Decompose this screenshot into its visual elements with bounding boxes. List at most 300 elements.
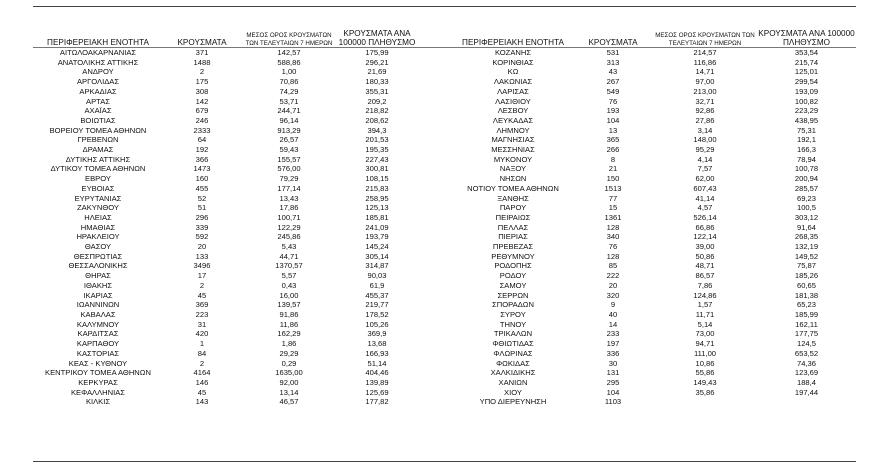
table-row: [33, 271, 417, 281]
avg7-cell: 48,71: [695, 261, 715, 271]
table-row: [453, 300, 856, 310]
avg7-cell: 44,71: [279, 251, 299, 261]
table-row: [33, 320, 417, 330]
per100k-cell: 177,82: [365, 397, 389, 407]
region-cell: ΑΝΑΤΟΛΙΚΗΣ ΑΤΤΙΚΗΣ: [57, 57, 139, 67]
avg7-cell: 0,43: [281, 280, 297, 290]
per100k-cell: 105,26: [365, 319, 389, 329]
per100k-cell: 145,24: [365, 242, 389, 252]
per100k-cell: 181,38: [794, 290, 819, 300]
cases-cell: 192: [195, 145, 209, 155]
cases-cell: 52: [197, 193, 207, 203]
region-cell: ΔΡΑΜΑΣ: [82, 145, 114, 155]
table-row: [33, 145, 417, 155]
cases-cell: 420: [195, 329, 209, 339]
avg7-cell: 26,57: [279, 135, 299, 145]
avg7-cell: 79,29: [279, 174, 299, 184]
region-cell: ΚΑΛΥΜΝΟΥ: [76, 319, 120, 329]
region-cell: ΠΕΛΛΑΣ: [497, 222, 529, 232]
avg7-cell: 213,00: [693, 86, 717, 96]
region-cell: ΚΙΛΚΙΣ: [85, 397, 111, 407]
per100k-cell: 185,81: [365, 212, 389, 222]
per100k-cell: 123,69: [794, 368, 819, 378]
table-row: [453, 397, 856, 407]
region-cell: ΚΑΒΑΛΑΣ: [80, 309, 116, 319]
avg7-cell: 27,86: [695, 115, 715, 125]
cases-cell: 1513: [604, 183, 622, 193]
avg7-cell: 70,86: [279, 77, 299, 87]
table-row: [453, 213, 856, 223]
region-cell: ΚΑΡΔΙΤΣΑΣ: [77, 329, 119, 339]
cases-cell: 20: [608, 280, 618, 290]
per100k-cell: 180,33: [365, 77, 389, 87]
cases-cell: 531: [606, 48, 620, 57]
per100k-cell: 305,14: [365, 251, 389, 261]
header-cases-right: ΚΡΟΥΣΜΑΤΑ: [588, 38, 638, 47]
per100k-cell: 178,52: [365, 309, 389, 319]
region-cell: ΘΗΡΑΣ: [85, 271, 111, 281]
per100k-cell: 125,69: [365, 387, 389, 397]
avg7-cell: 50,86: [695, 251, 715, 261]
per100k-cell: 218,82: [365, 106, 389, 116]
per100k-cell: 185,26: [794, 271, 819, 281]
cases-cell: 45: [197, 387, 207, 397]
avg7-cell: 11,86: [279, 319, 299, 329]
per100k-cell: 65,23: [796, 300, 816, 310]
region-cell: ΑΝΔΡΟΥ: [82, 67, 114, 77]
table-row: [453, 320, 856, 330]
table-row: [33, 203, 417, 213]
avg7-cell: 100,71: [277, 212, 301, 222]
header-cases-left: ΚΡΟΥΣΜΑΤΑ: [177, 38, 227, 47]
avg7-cell: 92,00: [279, 377, 299, 387]
cases-cell: 2: [199, 67, 205, 77]
header-region-right: ΠΕΡΙΦΕΡΕΙΑΚΗ ΕΝΟΤΗΤΑ: [462, 38, 564, 47]
cases-cell: 308: [195, 86, 209, 96]
region-cell: ΛΑΚΩΝΙΑΣ: [493, 77, 533, 87]
table-row: [33, 339, 417, 349]
cases-cell: 193: [606, 106, 620, 116]
cases-cell: 142: [195, 96, 209, 106]
region-cell: ΠΕΙΡΑΙΩΣ: [495, 212, 531, 222]
region-cell: ΥΠΟ ΔΙΕΡΕΥΝΗΣΗ: [479, 397, 547, 407]
cases-cell: 267: [606, 77, 620, 87]
avg7-cell: 588,86: [277, 57, 301, 67]
table-row: [453, 388, 856, 398]
per100k-cell: 285,57: [794, 183, 819, 193]
table-row: [453, 368, 856, 378]
per100k-cell: 74,36: [796, 358, 816, 368]
cases-cell: 455: [195, 183, 209, 193]
avg7-cell: 149,43: [693, 377, 717, 387]
avg7-cell: 32,71: [695, 96, 715, 106]
region-cell: ΒΟΙΩΤΙΑΣ: [80, 115, 116, 125]
cases-cell: 131: [606, 368, 620, 378]
cases-cell: 14: [608, 319, 618, 329]
header-per100k-left: ΚΡΟΥΣΜΑΤΑ ΑΝΑ 100000 ΠΛΗΘΥΣΜΟ: [338, 29, 416, 47]
table-row: [453, 58, 856, 68]
per100k-cell: 177,75: [794, 329, 819, 339]
avg7-cell: 244,71: [277, 106, 301, 116]
avg7-cell: 5,57: [281, 271, 297, 281]
table-row: [33, 291, 417, 301]
per100k-cell: 201,53: [365, 135, 389, 145]
per100k-cell: 369,9: [367, 329, 387, 339]
per100k-cell: 91,64: [796, 222, 816, 232]
cases-cell: 371: [195, 48, 209, 57]
avg7-cell: 94,71: [695, 339, 715, 349]
per100k-cell: 300,81: [365, 164, 389, 174]
avg7-cell: 10,86: [695, 358, 715, 368]
per100k-cell: 166,3: [796, 145, 816, 155]
per100k-cell: 193,79: [365, 232, 389, 242]
avg7-cell: 13,14: [279, 387, 299, 397]
table-row: [33, 194, 417, 204]
avg7-cell: 91,86: [279, 309, 299, 319]
avg7-cell: 97,00: [695, 77, 715, 87]
avg7-cell: 46,57: [279, 397, 299, 407]
per100k-cell: 353,54: [794, 48, 819, 57]
per100k-cell: 100,82: [794, 96, 819, 106]
cases-cell: 4164: [193, 368, 211, 378]
table-row: [453, 184, 856, 194]
table-row: [33, 213, 417, 223]
avg7-cell: 1370,57: [275, 261, 303, 271]
table-row: [453, 232, 856, 242]
avg7-cell: 74,29: [279, 86, 299, 96]
per100k-cell: 227,43: [365, 154, 389, 164]
region-cell: ΡΟΔΟΥ: [499, 271, 527, 281]
avg7-cell: 5,14: [697, 319, 713, 329]
region-cell: ΔΥΤΙΚΗΣ ΑΤΤΙΚΗΣ: [65, 154, 131, 164]
region-cell: ΛΕΥΚΑΔΑΣ: [492, 115, 534, 125]
per100k-cell: 303,12: [794, 212, 819, 222]
cases-cell: 369: [195, 300, 209, 310]
per100k-cell: 394,3: [367, 125, 387, 135]
region-cell: ΛΗΜΝΟΥ: [496, 125, 530, 135]
avg7-cell: 41,14: [695, 193, 715, 203]
region-cell: ΙΩΑΝΝΙΝΩΝ: [76, 300, 120, 310]
cases-cell: 76: [608, 96, 618, 106]
region-cell: ΚΑΣΤΟΡΙΑΣ: [76, 348, 120, 358]
table-row: [453, 48, 856, 58]
avg7-cell: 1,00: [281, 67, 297, 77]
region-cell: ΑΡΚΑΔΙΑΣ: [79, 86, 117, 96]
table-row: [33, 174, 417, 184]
region-cell: ΚΑΡΠΑΘΟΥ: [76, 339, 120, 349]
region-cell: ΗΛΕΙΑΣ: [84, 212, 112, 222]
region-cell: ΘΕΣΠΡΩΤΙΑΣ: [73, 251, 123, 261]
per100k-cell: 455,37: [365, 290, 389, 300]
table-row: [33, 184, 417, 194]
cases-cell: 296: [195, 212, 209, 222]
region-cell: ΑΙΤΩΛΟΑΚΑΡΝΑΝΙΑΣ: [59, 48, 137, 57]
region-cell: ΘΕΣΣΑΛΟΝΙΚΗΣ: [68, 261, 128, 271]
cases-cell: 76: [608, 242, 618, 252]
table-row: [453, 126, 856, 136]
cases-cell: 133: [195, 251, 209, 261]
region-cell: ΚΕΑΣ - ΚΥΘΝΟΥ: [68, 358, 128, 368]
region-cell: ΦΩΚΙΔΑΣ: [496, 358, 530, 368]
table-row: [453, 271, 856, 281]
table-row: [33, 368, 417, 378]
per100k-cell: 438,95: [794, 115, 819, 125]
cases-cell: 336: [606, 348, 620, 358]
avg7-cell: 73,00: [695, 329, 715, 339]
table-row: [453, 194, 856, 204]
header-region-left: ΠΕΡΙΦΕΡΕΙΑΚΗ ΕΝΟΤΗΤΑ: [47, 38, 149, 47]
cases-cell: 51: [197, 203, 207, 213]
avg7-cell: 7,57: [697, 164, 713, 174]
table-row: [33, 242, 417, 252]
region-cell: ΧΑΝΙΩΝ: [498, 377, 528, 387]
table-row: [453, 97, 856, 107]
avg7-cell: 96,14: [279, 115, 299, 125]
avg7-cell: 142,57: [277, 48, 301, 57]
table-row: [33, 397, 417, 407]
cases-cell: 1488: [193, 57, 211, 67]
region-cell: ΡΕΘΥΜΝΟΥ: [491, 251, 535, 261]
avg7-cell: 16,00: [279, 290, 299, 300]
table-row: [453, 359, 856, 369]
cases-cell: 223: [195, 309, 209, 319]
avg7-cell: 111,00: [693, 348, 717, 358]
table-row: [453, 378, 856, 388]
avg7-cell: 576,00: [277, 164, 301, 174]
table-row: [453, 87, 856, 97]
region-cell: ΡΟΔΟΠΗΣ: [494, 261, 532, 271]
region-cell: ΝΗΣΩΝ: [499, 174, 527, 184]
table-row: [453, 116, 856, 126]
avg7-cell: 1,57: [697, 300, 713, 310]
cases-cell: 84: [197, 348, 207, 358]
region-cell: ΑΧΑΪΑΣ: [84, 106, 112, 116]
avg7-cell: 124,86: [693, 290, 717, 300]
cases-cell: 1361: [604, 212, 622, 222]
cases-cell: 31: [197, 319, 207, 329]
avg7-cell: 29,29: [279, 348, 299, 358]
cases-cell: 3496: [193, 261, 211, 271]
avg7-cell: 155,57: [277, 154, 301, 164]
region-cell: ΤΡΙΚΑΛΩΝ: [493, 329, 533, 339]
per100k-cell: 404,46: [365, 368, 389, 378]
region-cell: ΚΕΝΤΡΙΚΟΥ ΤΟΜΕΑ ΑΘΗΝΩΝ: [45, 368, 151, 378]
avg7-cell: 526,14: [693, 212, 717, 222]
avg7-cell: 177,14: [277, 183, 301, 193]
cases-cell: 146: [195, 377, 209, 387]
avg7-cell: 55,86: [695, 368, 715, 378]
avg7-cell: 116,86: [693, 57, 717, 67]
cases-cell: 40: [608, 309, 618, 319]
avg7-cell: 59,43: [279, 145, 299, 155]
per100k-cell: 100,5: [796, 203, 816, 213]
cases-cell: 679: [195, 106, 209, 116]
table-row: [453, 145, 856, 155]
cases-cell: 20: [197, 242, 207, 252]
cases-cell: 150: [606, 174, 620, 184]
cases-cell: 592: [195, 232, 209, 242]
avg7-cell: 139,57: [277, 300, 301, 310]
table-row: [453, 77, 856, 87]
avg7-cell: 4,14: [697, 154, 713, 164]
per100k-cell: 193,09: [794, 86, 819, 96]
per100k-cell: 51,14: [367, 358, 387, 368]
table-row: [453, 164, 856, 174]
cases-cell: 233: [606, 329, 620, 339]
table-row: [453, 135, 856, 145]
table-row: [453, 203, 856, 213]
cases-cell: 21: [608, 164, 618, 174]
per100k-cell: 75,31: [796, 125, 816, 135]
table-row: [453, 174, 856, 184]
cases-cell: 266: [606, 145, 620, 155]
per100k-cell: 241,09: [365, 222, 389, 232]
region-cell: ΛΑΣΙΘΙΟΥ: [495, 96, 531, 106]
avg7-cell: 148,00: [693, 135, 717, 145]
cases-cell: 143: [195, 397, 209, 407]
avg7-cell: 3,14: [697, 125, 713, 135]
per100k-cell: 208,62: [365, 115, 389, 125]
per100k-cell: [757, 397, 856, 407]
per100k-cell: 125,13: [365, 203, 389, 213]
region-cell: ΓΡΕΒΕΝΩΝ: [77, 135, 119, 145]
per100k-cell: 653,52: [794, 348, 819, 358]
region-cell: ΜΥΚΟΝΟΥ: [493, 154, 533, 164]
region-cell: ΝΟΤΙΟΥ ΤΟΜΕΑ ΑΘΗΝΩΝ: [467, 183, 559, 193]
cases-cell: 1473: [193, 164, 211, 174]
table-row: [453, 291, 856, 301]
cases-cell: 104: [606, 387, 620, 397]
cases-cell: 313: [606, 57, 620, 67]
avg7-cell: 4,57: [697, 203, 713, 213]
table-row: [33, 349, 417, 359]
table-row: [453, 310, 856, 320]
region-cell: ΕΒΡΟΥ: [85, 174, 111, 184]
per100k-cell: 166,93: [365, 348, 389, 358]
left-data-table: [33, 48, 417, 407]
cases-cell: 1103: [604, 397, 622, 407]
table-row: [453, 252, 856, 262]
per100k-cell: 175,99: [365, 48, 389, 57]
region-cell: ΠΙΕΡΙΑΣ: [498, 232, 528, 242]
cases-cell: 197: [606, 339, 620, 349]
cases-cell: 295: [606, 377, 620, 387]
table-row: [453, 349, 856, 359]
cases-cell: 128: [606, 222, 620, 232]
per100k-cell: 197,44: [794, 387, 819, 397]
per100k-cell: 124,5: [796, 339, 816, 349]
region-cell: ΙΚΑΡΙΑΣ: [83, 290, 113, 300]
cases-cell: 85: [608, 261, 618, 271]
header-per100k-right: ΚΡΟΥΣΜΑΤΑ ΑΝΑ 100000 ΠΛΗΘΥΣΜΟ: [758, 29, 855, 47]
right-data-table: [453, 48, 856, 407]
region-cell: ΧΑΛΚΙΔΙΚΗΣ: [490, 368, 536, 378]
region-cell: ΣΠΟΡΑΔΩΝ: [492, 300, 534, 310]
avg7-cell: 66,86: [695, 222, 715, 232]
cases-cell: 366: [195, 154, 209, 164]
avg7-cell: 92,86: [695, 106, 715, 116]
table-row: [33, 48, 417, 58]
per100k-cell: 132,19: [794, 242, 819, 252]
avg7-cell: 62,00: [695, 174, 715, 184]
per100k-cell: 195,35: [365, 145, 389, 155]
region-cell: ΗΜΑΘΙΑΣ: [80, 222, 116, 232]
cases-cell: 549: [606, 86, 620, 96]
table-row: [453, 339, 856, 349]
region-cell: ΦΘΙΩΤΙΔΑΣ: [492, 339, 534, 349]
avg7-cell: 35,86: [695, 387, 715, 397]
per100k-cell: 200,94: [794, 174, 819, 184]
table-row: [453, 329, 856, 339]
table-row: [33, 67, 417, 77]
cases-cell: 8: [610, 154, 616, 164]
bottom-rule: [33, 461, 856, 462]
per100k-cell: 100,78: [794, 164, 819, 174]
cases-cell: 2: [199, 358, 205, 368]
avg7-cell: [653, 397, 757, 407]
header-avg7-right: ΜΕΣΟΣ ΟΡΟΣ ΚΡΟΥΣΜΑΤΩΝ ΤΩΝ ΤΕΛΕΥΤΑΙΩΝ 7 ΗΜΕΡΩΝ: [655, 32, 755, 47]
cases-cell: 128: [606, 251, 620, 261]
avg7-cell: 13,43: [279, 193, 299, 203]
cases-cell: 43: [608, 67, 618, 77]
avg7-cell: 5,43: [281, 242, 297, 252]
avg7-cell: 11,71: [695, 309, 715, 319]
per100k-cell: 185,99: [794, 309, 819, 319]
avg7-cell: 1,86: [281, 339, 297, 349]
avg7-cell: 607,43: [693, 183, 717, 193]
region-cell: ΚΟΖΑΝΗΣ: [494, 48, 532, 57]
cases-cell: 2: [199, 280, 205, 290]
region-cell: ΤΗΝΟΥ: [499, 319, 527, 329]
table-row: [33, 329, 417, 339]
region-cell: ΗΡΑΚΛΕΙΟΥ: [76, 232, 120, 242]
region-cell: ΠΑΡΟΥ: [499, 203, 527, 213]
region-cell: ΛΑΡΙΣΑΣ: [497, 86, 529, 96]
avg7-cell: 122,14: [693, 232, 717, 242]
table-row: [33, 232, 417, 242]
table-row: [33, 126, 417, 136]
per100k-cell: 78,94: [796, 154, 816, 164]
table-row: [33, 106, 417, 116]
table-row: [33, 223, 417, 233]
per100k-cell: 314,87: [365, 261, 389, 271]
cases-cell: 339: [195, 222, 209, 232]
avg7-cell: 1635,00: [275, 368, 303, 378]
region-cell: ΜΑΓΝΗΣΙΑΣ: [491, 135, 535, 145]
per100k-cell: 90,03: [367, 271, 387, 281]
cases-cell: 45: [197, 290, 207, 300]
per100k-cell: 162,11: [795, 319, 818, 329]
per100k-cell: 69,23: [796, 193, 816, 203]
region-cell: ΑΡΤΑΣ: [86, 96, 110, 106]
avg7-cell: 86,57: [695, 271, 715, 281]
region-cell: ΛΕΣΒΟΥ: [497, 106, 529, 116]
per100k-cell: 13,68: [367, 339, 387, 349]
avg7-cell: 14,71: [695, 67, 715, 77]
table-row: [33, 58, 417, 68]
per100k-cell: 258,95: [365, 193, 389, 203]
avg7-cell: 17,86: [279, 203, 299, 213]
table-row: [453, 155, 856, 165]
table-row: [33, 155, 417, 165]
cases-cell: 222: [606, 271, 620, 281]
cases-cell: 15: [608, 203, 618, 213]
avg7-cell: 53,71: [279, 96, 299, 106]
per100k-cell: 60,65: [796, 280, 816, 290]
region-cell: ΦΛΩΡΙΝΑΣ: [493, 348, 533, 358]
table-row: [33, 261, 417, 271]
region-cell: ΧΙΟΥ: [504, 387, 522, 397]
